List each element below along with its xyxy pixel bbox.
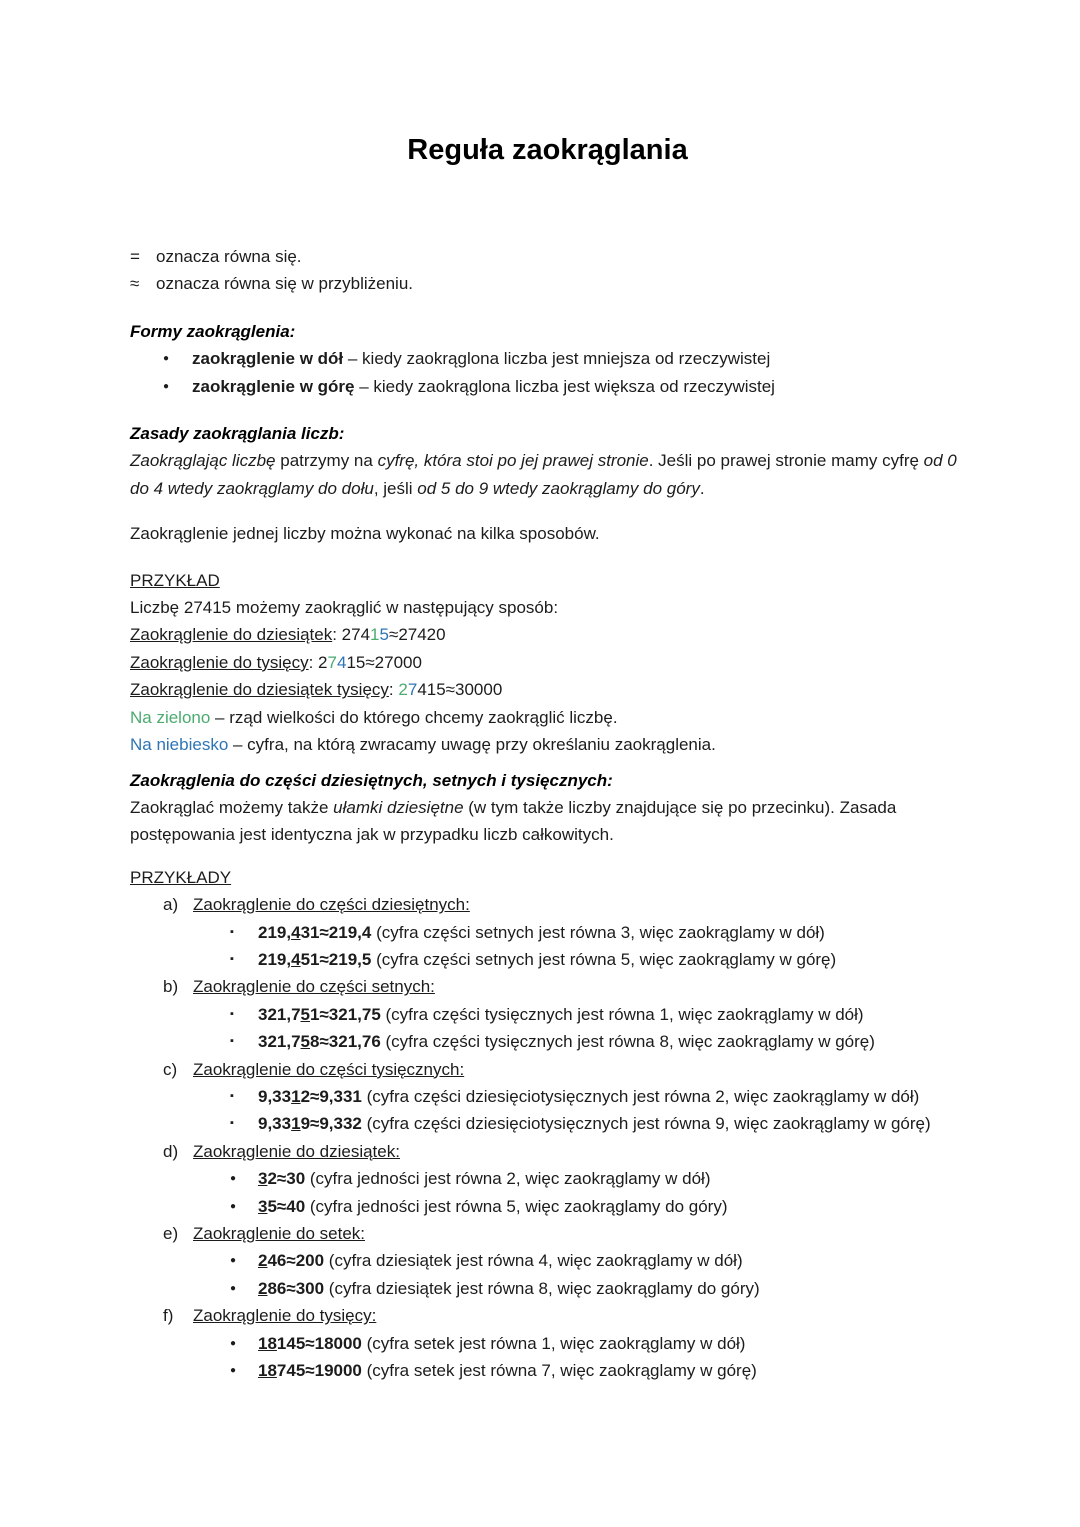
square-bullet-icon: ▪ bbox=[230, 1117, 234, 1130]
list-item-text bbox=[192, 373, 775, 400]
text-segment: 7 bbox=[327, 652, 337, 672]
example-expression bbox=[258, 1197, 305, 1216]
example-item-text bbox=[258, 919, 965, 946]
section-heading-przyklady: PRZYKŁADY bbox=[130, 867, 232, 887]
example-label: Zaokrąglenie do tysięcy bbox=[130, 652, 309, 672]
example-expression bbox=[258, 1251, 324, 1270]
example-item bbox=[230, 1275, 965, 1302]
text-segment: 3 bbox=[258, 1196, 268, 1216]
green-legend-lead: Na zielono bbox=[130, 707, 211, 727]
equals-symbol: = bbox=[130, 247, 140, 266]
example-explanation: (cyfra części setnych jest równa 5, więc zaokrąglamy w górę) bbox=[371, 949, 837, 969]
legend-text: oznacza równa się w przybliżeniu. bbox=[156, 274, 414, 294]
text-segment: 145≈18000 bbox=[276, 1333, 362, 1353]
example-item-text bbox=[258, 1247, 965, 1274]
list-item-lead: zaokrąglenie w górę bbox=[192, 376, 355, 396]
legend-row-equals bbox=[130, 243, 965, 270]
example-item bbox=[230, 946, 965, 973]
example-group-heading bbox=[163, 891, 965, 918]
example-explanation: (cyfra części dziesięciotysięcznych jest równa 2, więc zaokrąglamy w dół) bbox=[361, 1086, 920, 1106]
text-segment: 219, bbox=[258, 949, 292, 969]
text-segment: 86≈300 bbox=[267, 1278, 325, 1298]
text-segment: 7 bbox=[407, 680, 418, 700]
text-segment: 1 bbox=[370, 625, 380, 645]
group-marker: b) bbox=[163, 977, 179, 997]
text-segment: 5 bbox=[300, 1032, 311, 1052]
text-segment: 321,7 bbox=[258, 1004, 301, 1024]
text-segment: 2≈30 bbox=[267, 1169, 306, 1189]
example-value bbox=[389, 680, 502, 699]
example-item bbox=[230, 1193, 965, 1220]
blue-legend-line bbox=[130, 731, 965, 758]
text-segment: 5 bbox=[379, 625, 389, 645]
legend-text: oznacza równa się. bbox=[156, 247, 302, 266]
text-segment: 31≈219,4 bbox=[300, 922, 372, 942]
example-item bbox=[230, 1330, 965, 1357]
example-value bbox=[309, 653, 422, 672]
group-title: Zaokrąglenie do części tysięcznych: bbox=[193, 1059, 465, 1079]
text-segment: 46≈200 bbox=[267, 1251, 325, 1271]
text-segment: 1 bbox=[291, 1114, 301, 1134]
text-segment: 4 bbox=[336, 652, 347, 672]
example-item-text bbox=[258, 1275, 965, 1302]
text-segment: 415≈30000 bbox=[417, 680, 503, 700]
example-expression bbox=[258, 1087, 362, 1106]
text-segment: . Jeśli po prawej stronie mamy cyfrę bbox=[648, 451, 924, 471]
square-bullet-icon: ▪ bbox=[230, 1089, 234, 1102]
example-explanation: (cyfra części dziesięciotysięcznych jest równa 9, więc zaokrąglamy w górę) bbox=[361, 1114, 931, 1134]
example-expression bbox=[258, 1032, 381, 1051]
text-segment: 1≈321,75 bbox=[310, 1004, 381, 1024]
text-segment: 219, bbox=[258, 922, 292, 942]
example-item-text bbox=[258, 1330, 965, 1357]
example-item-text bbox=[258, 946, 965, 973]
example-explanation: (cyfra jedności jest równa 5, więc zaokrąglamy do góry) bbox=[305, 1196, 728, 1216]
round-bullet-icon: ● bbox=[230, 1173, 237, 1185]
group-marker: d) bbox=[163, 1141, 179, 1161]
text-segment: 2≈9,331 bbox=[300, 1086, 362, 1106]
text-segment: : 274 bbox=[332, 625, 371, 645]
list-item-rest: – kiedy zaokrąglona liczba jest większa od rzeczywistej bbox=[354, 376, 775, 396]
group-title: Zaokrąglenie do części dziesiętnych: bbox=[193, 895, 470, 915]
text-segment: 4 bbox=[291, 949, 301, 969]
approx-symbol: ≈ bbox=[130, 274, 140, 294]
text-segment: 2 bbox=[258, 1251, 268, 1271]
text-segment: Zaokrąglać możemy także bbox=[130, 797, 334, 817]
example-expression bbox=[258, 1169, 305, 1188]
example-item-text bbox=[258, 1110, 965, 1137]
list-item-text bbox=[192, 345, 770, 372]
example-item bbox=[230, 1165, 965, 1192]
text-segment: 2 bbox=[258, 1278, 268, 1298]
example-item-text bbox=[258, 1165, 965, 1192]
example-expression bbox=[258, 1361, 362, 1380]
list-item bbox=[163, 373, 965, 400]
symbol-legend bbox=[130, 243, 965, 298]
section-heading-formy: Formy zaokrąglenia: bbox=[130, 321, 296, 341]
example-explanation: (cyfra dziesiątek jest równa 8, więc zaokrąglamy do góry) bbox=[324, 1278, 760, 1298]
example-item bbox=[230, 919, 965, 946]
section-heading-ulamki: Zaokrąglenia do części dziesiętnych, setnych i tysięcznych: bbox=[130, 770, 613, 790]
blue-legend-lead: Na niebiesko bbox=[130, 735, 229, 755]
example-expression bbox=[258, 950, 371, 969]
example-item bbox=[230, 1110, 965, 1137]
example-expression bbox=[258, 1005, 381, 1024]
green-legend-rest: – rząd wielkości do którego chcemy zaokrąglić liczbę. bbox=[210, 707, 618, 727]
text-segment: : bbox=[388, 680, 399, 700]
group-marker: c) bbox=[163, 1059, 178, 1079]
square-bullet-icon: ▪ bbox=[230, 952, 234, 965]
example-explanation: (cyfra części tysięcznych jest równa 8, więc zaokrąglamy w górę) bbox=[380, 1032, 875, 1052]
group-title: Zaokrąglenie do tysięcy: bbox=[193, 1306, 377, 1326]
example-item bbox=[230, 1028, 965, 1055]
example-explanation: (cyfra setek jest równa 7, więc zaokrąglamy w górę) bbox=[361, 1361, 757, 1381]
example-explanation: (cyfra jedności jest równa 2, więc zaokrąglamy w dół) bbox=[305, 1169, 711, 1189]
text-segment: 5 bbox=[300, 1004, 311, 1024]
legend-row-approx bbox=[130, 270, 965, 297]
round-bullet-icon: ● bbox=[163, 380, 170, 392]
group-title: Zaokrąglenie do części setnych: bbox=[193, 977, 435, 997]
group-title: Zaokrąglenie do setek: bbox=[193, 1224, 365, 1243]
zasady-note: Zaokrąglenie jednej liczby można wykonać na kilka sposobów. bbox=[130, 524, 600, 544]
round-bullet-icon: ● bbox=[230, 1282, 237, 1294]
text-segment: 9,33 bbox=[258, 1114, 292, 1134]
text-segment: 18 bbox=[258, 1361, 277, 1381]
section-heading-zasady: Zasady zaokrąglania liczb: bbox=[130, 424, 345, 444]
example-item-text bbox=[258, 1193, 965, 1220]
example-item-text bbox=[258, 1357, 965, 1384]
square-bullet-icon: ▪ bbox=[230, 925, 234, 938]
group-marker: f) bbox=[163, 1306, 174, 1326]
example-expression bbox=[258, 1114, 362, 1133]
example-expression bbox=[258, 1279, 324, 1298]
round-bullet-icon: ● bbox=[230, 1255, 237, 1267]
example-explanation: (cyfra setek jest równa 1, więc zaokrąglamy w dół) bbox=[361, 1333, 746, 1353]
example-line bbox=[130, 621, 965, 648]
text-segment: , jeśli bbox=[373, 478, 418, 498]
example-explanation: (cyfra dziesiątek jest równa 4, więc zaokrąglamy w dół) bbox=[324, 1251, 743, 1271]
list-item-lead: zaokrąglenie w dół bbox=[192, 349, 344, 369]
text-segment: 745≈19000 bbox=[276, 1361, 362, 1381]
text-segment: 15≈27000 bbox=[346, 652, 422, 672]
section-heading-przyklad: PRZYKŁAD bbox=[130, 570, 220, 590]
text-segment: cyfrę, która stoi po jej prawej stronie bbox=[377, 451, 649, 471]
square-bullet-icon: ▪ bbox=[230, 1007, 234, 1020]
text-segment: 1 bbox=[291, 1086, 301, 1106]
example-item-text bbox=[258, 1001, 965, 1028]
text-segment: 5≈40 bbox=[267, 1196, 306, 1216]
text-segment: ≈27420 bbox=[388, 625, 446, 645]
example-label: Zaokrąglenie do dziesiątek bbox=[130, 625, 333, 645]
text-segment: (w tym także liczby znajdujące się po przecinku). Zasada postępowania jest identyczna jak w przypadku liczb całkowitych. bbox=[130, 797, 897, 845]
example-item bbox=[230, 1001, 965, 1028]
text-segment: : 2 bbox=[308, 652, 328, 672]
example-explanation: (cyfra części tysięcznych jest równa 1, więc zaokrąglamy w dół) bbox=[380, 1004, 864, 1024]
text-segment: ułamki dziesiętne bbox=[333, 797, 464, 817]
round-bullet-icon: ● bbox=[230, 1200, 237, 1212]
text-segment: od 0 do 4 wtedy zaokrąglamy do dołu bbox=[130, 451, 957, 498]
example-group-heading bbox=[163, 973, 965, 1000]
example-item bbox=[230, 1083, 965, 1110]
example-group-heading bbox=[163, 1302, 965, 1329]
text-segment: 9≈9,332 bbox=[300, 1114, 362, 1134]
text-segment: 321,7 bbox=[258, 1032, 301, 1052]
list-item-rest: – kiedy zaokrąglona liczba jest mniejsza od rzeczywistej bbox=[343, 349, 771, 369]
przyklad-intro: Liczbę 27415 możemy zaokrąglić w następujący sposób: bbox=[130, 598, 559, 618]
example-expression bbox=[258, 923, 371, 942]
page-title: Reguła zaokrąglania bbox=[407, 134, 688, 166]
text-segment: 3 bbox=[258, 1169, 268, 1189]
example-explanation: (cyfra części setnych jest równa 3, więc zaokrąglamy w dół) bbox=[371, 922, 825, 942]
text-segment: 8≈321,76 bbox=[310, 1032, 381, 1052]
round-bullet-icon: ● bbox=[230, 1365, 237, 1377]
ulamki-paragraph bbox=[130, 794, 965, 849]
text-segment: 51≈219,5 bbox=[300, 949, 372, 969]
example-group-heading bbox=[163, 1138, 965, 1165]
example-item-text bbox=[258, 1028, 965, 1055]
example-item bbox=[230, 1247, 965, 1274]
example-line bbox=[130, 676, 965, 703]
example-expression bbox=[258, 1334, 362, 1353]
zasady-paragraph bbox=[130, 447, 965, 502]
group-marker: a) bbox=[163, 895, 179, 915]
example-item-text bbox=[258, 1083, 965, 1110]
example-group-heading bbox=[163, 1220, 965, 1247]
group-title: Zaokrąglenie do dziesiątek: bbox=[193, 1141, 400, 1161]
example-group-heading bbox=[163, 1056, 965, 1083]
text-segment: . bbox=[699, 478, 705, 498]
text-segment: 4 bbox=[291, 922, 301, 942]
example-item bbox=[230, 1357, 965, 1384]
group-marker: e) bbox=[163, 1224, 179, 1243]
example-value bbox=[332, 625, 445, 644]
square-bullet-icon: ▪ bbox=[230, 1035, 234, 1048]
text-segment: 18 bbox=[258, 1333, 277, 1353]
blue-legend-rest: – cyfra, na którą zwracamy uwagę przy określaniu zaokrąglenia. bbox=[228, 735, 716, 755]
list-item bbox=[163, 345, 965, 372]
text-segment: Zaokrąglając liczbę bbox=[130, 451, 276, 471]
round-bullet-icon: ● bbox=[163, 353, 170, 365]
text-segment: od 5 do 9 wtedy zaokrąglamy do góry bbox=[417, 478, 700, 498]
green-legend-line bbox=[130, 704, 965, 731]
text-segment: 9,33 bbox=[258, 1086, 292, 1106]
example-line bbox=[130, 649, 965, 676]
example-label: Zaokrąglenie do dziesiątek tysięcy bbox=[130, 680, 389, 700]
text-segment: patrzymy na bbox=[275, 451, 378, 471]
text-segment: 2 bbox=[398, 680, 408, 700]
round-bullet-icon: ● bbox=[230, 1337, 237, 1349]
